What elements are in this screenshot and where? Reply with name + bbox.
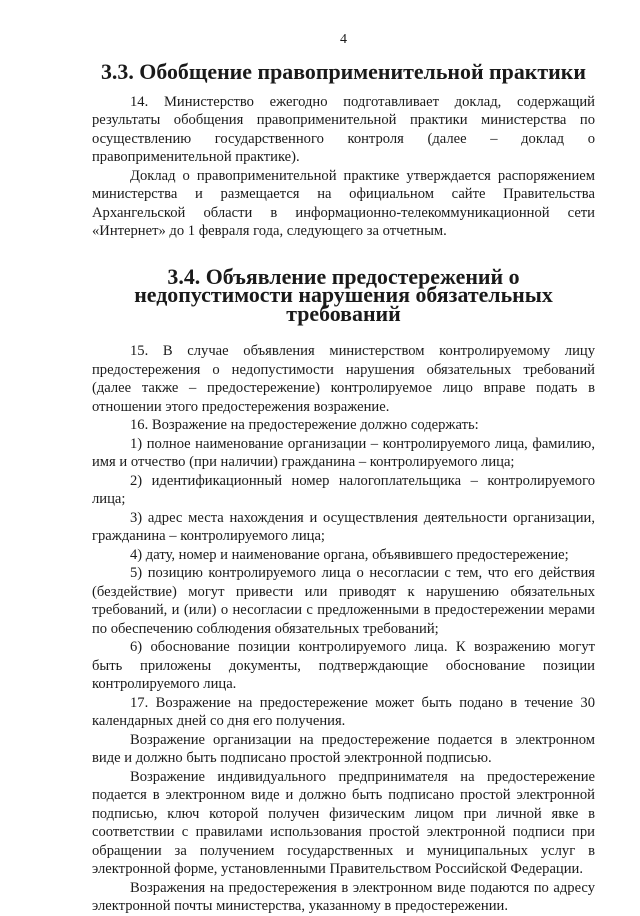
section-3-4-heading: 3.4. Объявление предостережений о недопустимости нарушения обязательных требований [134,263,553,326]
paragraph-16: 16. Возражение на предостережение должно содержать: [130,417,479,433]
document-page [92,31,595,916]
paragraph-17: 17. Возражение на предостережение может быть подано в течение 30 календарных дней со дня его получения. [92,694,595,729]
paragraph-15: 15. В случае объявления министерством контролируемому лицу предостережения о недопустимости нарушения обязательных требований (далее также – предостережение) контролируемое лицо вправе подать в отношении этого предостережения возражение. [92,343,595,415]
list-item-5: 5) позицию контролируемого лица о несогласии с тем, что его действия (бездействие) могут привести или приводят к нарушению обязательных требований, и (или) о несогласии с предложенными в предостережении мерами по обеспечению соблюдения обязательных требований; [92,565,595,637]
list-item-3: 3) адрес места нахождения и осуществления деятельности организации, гражданина – контролируемого лица; [92,509,595,544]
paragraph-14: 14. Министерство ежегодно подготавливает доклад, содержащий результаты обобщения правоприменительной практики министерства по осуществлению государственного контроля (далее – доклад о правоприменительной практике). [92,93,595,165]
page-number: 4 [340,32,347,47]
paragraph-organization-objection: Возражение организации на предостережение подается в электронном виде и должно быть подписано простой электронной подписью. [92,731,595,766]
paragraph-report-approval: Доклад о правоприменительной практике утверждается распоряжением министерства и размещается на официальном сайте Правительства Архангельской области в информационно-телекоммуникационной сети «Интернет» до 1 февраля года, следующего за отчетным. [92,167,595,239]
list-item-4: 4) дату, номер и наименование органа, объявившего предостережение; [130,546,569,563]
paragraph-entrepreneur-objection: Возражение индивидуального предпринимателя на предостережение подается в электронном виде и должно быть подписано простой электронной подписью, ключ которой получен физическим лицом при личной явке в соответствии с правилами использования простой электронной подписи при обращении за получением государственных и муниципальных услуг в электронной форме, установленными Правительством Российской Федерации. [92,768,595,877]
paragraph-email-submission: Возражения на предостережения в электронном виде подаются по адресу электронной почты министерства, указанному в предостережении. [92,879,595,914]
section-3-3-heading: 3.3. Обобщение правоприменительной практики [100,59,586,84]
list-item-1: 1) полное наименование организации – контролируемого лица, фамилию, имя и отчество (при наличии) гражданина – контролируемого лица; [92,435,595,470]
list-item-6: 6) обоснование позиции контролируемого лица. К возражению могут быть приложены документы, подтверждающие обоснование позиции контролируемого лица. [92,639,595,692]
list-item-2: 2) идентификационный номер налогоплательщика – контролируемого лица; [92,472,595,507]
